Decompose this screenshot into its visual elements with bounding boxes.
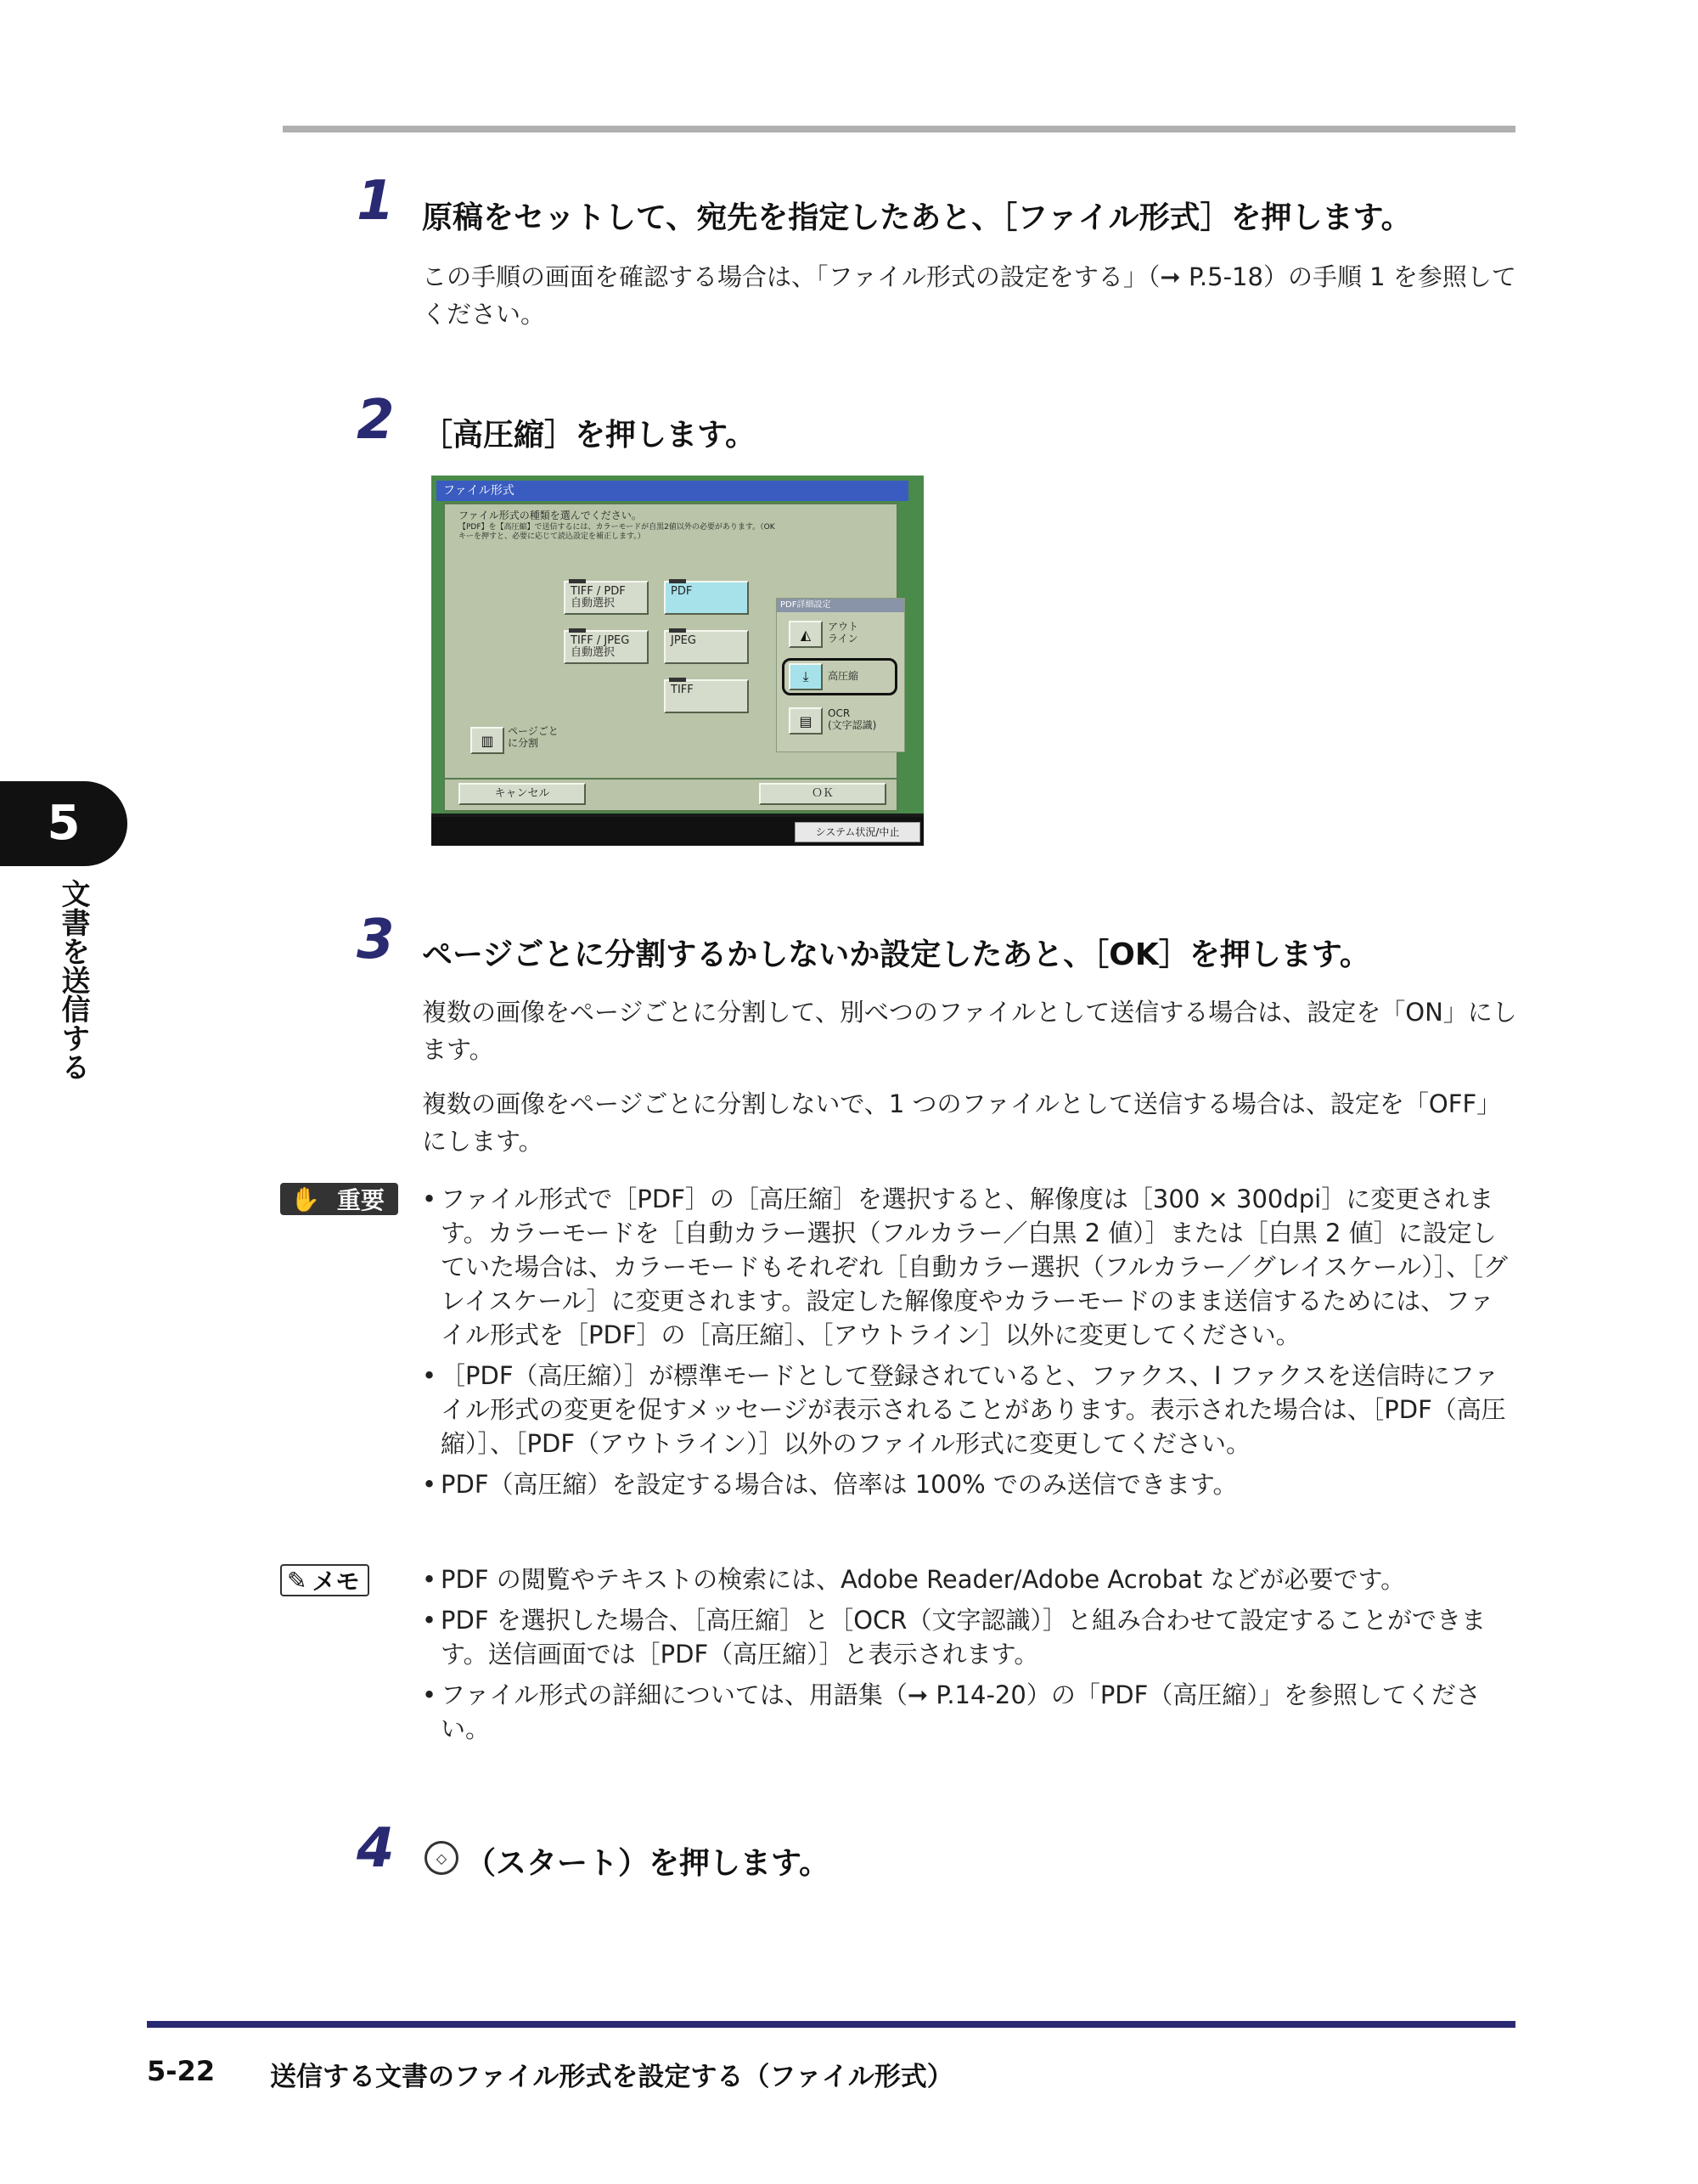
- important-list: [422, 1182, 1517, 1508]
- step-number-3: 3: [357, 909, 395, 971]
- system-status-button[interactable]: システム状況/中止: [795, 822, 920, 842]
- ocr-label: OCR (文字認識): [828, 707, 877, 731]
- pdf-detail-title: PDF詳細設定: [777, 599, 904, 612]
- memo-badge-label: メモ: [312, 1568, 360, 1596]
- top-rule: [283, 126, 1515, 132]
- page-split-icon[interactable]: ▥: [470, 727, 504, 754]
- tiff-pdf-auto-button[interactable]: TIFF / PDF 自動選択: [564, 581, 649, 615]
- pencil-icon: ✎: [287, 1566, 307, 1595]
- pdf-detail-panel: [776, 598, 905, 752]
- ocr-icon[interactable]: ▤: [789, 707, 823, 735]
- step-1-body: この手順の画面を確認する場合は、「ファイル形式の設定をする」（➞ P.5-18）の手順 1 を参照してください。: [422, 262, 1516, 329]
- memo-badge: [280, 1564, 369, 1596]
- important-badge-label: 重要: [329, 1185, 396, 1213]
- page-split-label: ページごと に分割: [508, 725, 559, 749]
- step-3-body-1: 複数の画像をページごとに分割して、別べつのファイルとして送信する場合は、設定を「ON」にします。: [422, 998, 1517, 1064]
- hand-icon: ✋: [282, 1185, 329, 1213]
- bottom-rule: [147, 2021, 1515, 2028]
- step-number-2: 2: [357, 389, 395, 452]
- tiff-jpeg-auto-button[interactable]: TIFF / JPEG 自動選択: [564, 630, 649, 664]
- step-title-1: 原稿をセットして、宛先を指定したあと、［ファイル形式］を押します。: [422, 200, 1412, 235]
- memo-item-1: • PDF の閲覧やテキストの検索には、Adobe Reader/Adobe Acrobat などが必要です。: [422, 1562, 1517, 1596]
- high-compression-label: 高圧縮: [828, 670, 859, 682]
- high-compression-icon[interactable]: ⤓: [789, 663, 823, 690]
- screen-bottom-bar: [443, 778, 898, 812]
- start-key-icon: ◇: [424, 1841, 458, 1875]
- step-title-2: ［高圧縮］を押します。: [422, 418, 756, 453]
- jpeg-button[interactable]: JPEG: [664, 630, 749, 664]
- step-title-3: ページごとに分割するかしないか設定したあと、［OK］を押します。: [422, 937, 1370, 972]
- important-badge: [280, 1183, 398, 1215]
- step-title-4: （スタート）を押します。: [465, 1846, 830, 1881]
- important-item-2: • ［PDF（高圧縮）］が標準モードとして登録されていると、ファクス、I ファクスを送信時にファイル形式の変更を促すメッセージが表示されることがあります。表示された場合は、［PDF（高圧縮）］、［PDF（アウトライン）］以外のファイル形式に変更してください。: [422, 1359, 1517, 1461]
- memo-item-2: • PDF を選択した場合、［高圧縮］と［OCR（文字認識）］と組み合わせて設定することができます。送信画面では［PDF（高圧縮）］と表示されます。: [422, 1603, 1517, 1671]
- memo-list: [422, 1562, 1517, 1753]
- footer-title: 送信する文書のファイル形式を設定する（ファイル形式）: [270, 2062, 953, 2092]
- page-number: 5-22: [147, 2055, 216, 2087]
- important-item-1: • ファイル形式で［PDF］の［高圧縮］を選択すると、解像度は［300 × 300dpi］に変更されます。カラーモードを［自動カラー選択（フルカラー／白黒 2 値）］または［白黒 2 値］に設定していた場合は、カラーモードもそれぞれ［自動カラー選択（フルカラー／グレイスケール）］、［グレイスケール］に変更されます。設定した解像度やカラーモードのまま送信するためには、ファイル形式を［PDF］の［高圧縮］、［アウトライン］以外に変更してください。: [422, 1182, 1517, 1352]
- step-number-4: 4: [357, 1817, 395, 1880]
- tiff-button[interactable]: TIFF: [664, 679, 749, 713]
- step-number-1: 1: [357, 170, 395, 233]
- chapter-number: 5: [47, 796, 81, 851]
- important-item-3: • PDF（高圧縮）を設定する場合は、倍率は 100% でのみ送信できます。: [422, 1467, 1517, 1501]
- step-3-body-2: 複数の画像をページごとに分割しないで、1 つのファイルとして送信する場合は、設定を「OFF」にします。: [422, 1089, 1502, 1156]
- screen-instruction: ファイル形式の種類を選んでください。: [458, 509, 642, 521]
- cancel-button[interactable]: キャンセル: [458, 783, 586, 805]
- file-format-screenshot: [431, 476, 924, 846]
- screen-panel: [443, 503, 898, 780]
- memo-item-3: • ファイル形式の詳細については、用語集（➞ P.14-20）の「PDF（高圧縮）」を参照してください。: [422, 1678, 1517, 1746]
- screen-note: 【PDF】を【高圧縮】で送信するには、カラーモードが自黒2値以外の必要があります。（OKキーを押すと、必要に応じて読込設定を補正します。）: [458, 523, 775, 541]
- ok-button[interactable]: ＯＫ: [759, 783, 886, 805]
- outline-icon[interactable]: ◭: [789, 621, 823, 648]
- chapter-title: 文書を送信する: [56, 879, 90, 1081]
- screen-status-bar: [431, 817, 924, 846]
- outline-label: アウト ライン: [828, 621, 859, 645]
- screen-title-bar: ファイル形式: [436, 481, 908, 501]
- pdf-button[interactable]: PDF: [664, 581, 749, 615]
